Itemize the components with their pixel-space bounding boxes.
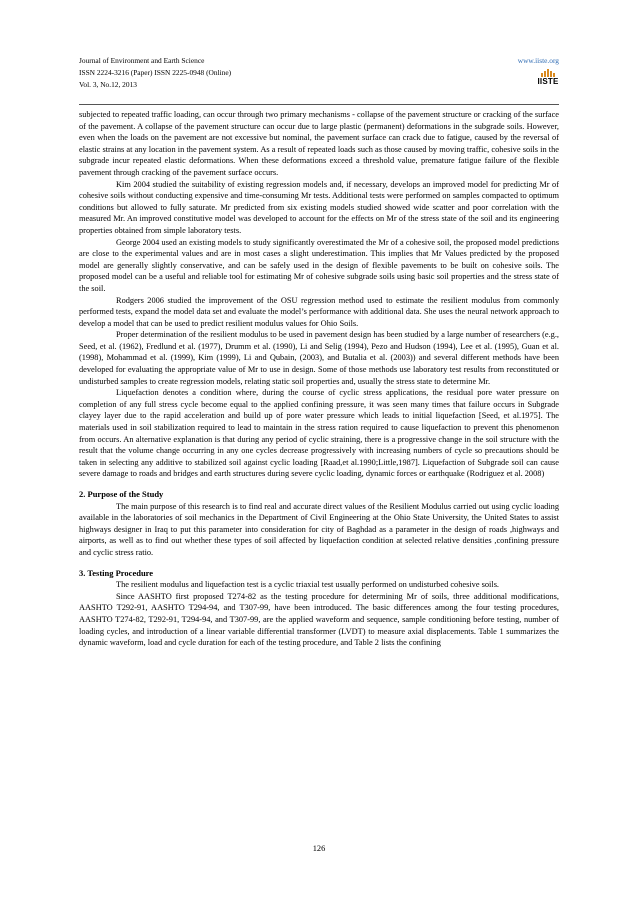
website-link[interactable]: www.iiste.org xyxy=(517,56,559,65)
page-number: 126 xyxy=(312,844,326,853)
journal-name: Journal of Environment and Earth Science xyxy=(79,56,205,65)
header-divider xyxy=(79,104,559,105)
paragraph: Kim 2004 studied the suitability of existing regression models and, if necessary, develops an improved model for predicting Mr of cohesive soils without conducting expensive and time-consuming Mr tests. Additional tests were performed on samples compacted to optimum conditions but allowed to fully saturate. Mr predicted from six existing models studied showed wide scatter and poor correlation with the measured Mr. An improved constitutive model was developed to account for the effects on Mr of the stress state of the soil and its engineering properties obtained from simple laboratory tests. xyxy=(79,179,559,235)
section-heading-testing: 3. Testing Procedure xyxy=(79,567,154,578)
iiste-logo xyxy=(537,69,559,86)
paragraph: The main purpose of this research is to find real and accurate direct values of the Resilient Modulus carried out using cyclic loading available in the laboratories of soil mechanics in the Department of Civil Engineering at the Ohio State University, the United States to assist highways designer in Iraq to put this parameter into consideration for city of Baghdad as a parameter in the design of roads ,highways and airports, as well as to find out whether these types of soil affected by liquefaction condition at selected relative densities ,confining pressure and cyclic stress ratio. xyxy=(79,501,559,557)
issn-line: ISSN 2224-3216 (Paper) ISSN 2225-0948 (Online) xyxy=(79,68,232,77)
logo-text: IISTE xyxy=(537,77,559,86)
volume-line: Vol. 3, No.12, 2013 xyxy=(79,80,137,89)
paragraph: The resilient modulus and liquefaction test is a cyclic triaxial test usually performed on undisturbed cohesive soils. xyxy=(116,580,500,590)
paragraph: Rodgers 2006 studied the improvement of the OSU regression method used to estimate the resilient modulus from commonly performed tests, expand the model data set and evaluate the model’s performance with additional data. She uses the neural network approach to develop a model that can be used to predict resilient modulus values for Ohio Soils. xyxy=(79,295,559,328)
paragraph: George 2004 used an existing models to study significantly overestimated the Mr of a cohesive soil, the proposed model predictions are close to the experimental values and are in most cases a slight underestimation. This implies that Mr Values predicted by the proposed model are generally slightly conservative, and can be safely used in the design of flexible pavements to be built on cohesive soils. The proposed model can be a useful and reliable tool for estimating Mr of cohesive subgrade soils using basic soil properties and the stress state of the soil. xyxy=(79,237,559,293)
paragraph: Proper determination of the resilient modulus to be used in pavement design has been studied by a large number of researchers (e.g., Seed, et al. (1962), Fredlund et al. (1977), Drumm et al. (1990), Li and Selig (1994), Pezo and Hudson (1994), Lee et al. (1995), Guan et al. (1998), Mohammad et al. (1999), Kim (1999), Li and Qubain, (2003), and Butalia et al. (2003)) and several different methods have been developed for evaluating the appropriate value of Mr to use in design. Some of those methods use laboratory test results from reconstituted or undisturbed samples to create regression models, relating static soil properties and, usually the stress state to determine Mr. xyxy=(79,330,559,386)
logo-bars-icon xyxy=(537,69,559,77)
paragraph: Liquefaction denotes a condition where, during the course of cyclic stress applications, the residual pore water pressure on completion of any full stress cycle become equal to the applied confining pressure, it was seen many times that failure occurs in Subgrade clayey layer due to the rapid acceleration and build up of pore water pressure which leads to initial liquefaction [Seed, et al.1975]. The materials used in soil stabilization required to lead to maintain in the stress ration required to cause liquefaction to prevent this phenomenon from occurs. An alternative explanation is that during any period of cyclic straining, there is a progressive change in the soil structure with the result that the volume change occurring in any one cycles decrease progressively with increasing numbers of cycle so precautions should be taken in selecting any additive to stabilized soil against cyclic loading [Raad,et al.1990;Little,1987]. Liquefaction of Subgrade soil can cause severe damage to roads and bridges and earth structures during severe cyclic loading, dynamic forces or earthquake (Rodriguez et al. 2008) xyxy=(79,388,559,479)
article-body xyxy=(79,109,559,649)
section-heading-purpose: 2. Purpose of the Study xyxy=(79,489,164,499)
page-header xyxy=(79,55,559,105)
paragraph: Since AASHTO first proposed T274-82 as the testing procedure for determining Mr of soils, three additional modifications, AASHTO T292-91, AASHTO T294-94, and T307-99, have been introduced. The basic differences among the four testing procedures, AASHTO T274-82, T292-91, T294-94, and T307-99, are the applied waveform and sequence, sample conditioning before testing, number of loading cycles, and introduction of a linear variable differential transformer (LVDT) to measure axial displacements. Table 1 summarizes the dynamic waveform, load and cycle duration for each of the testing procedure, and Table 2 lists the confining xyxy=(79,591,559,648)
paragraph: subjected to repeated traffic loading, can occur through two primary mechanisms - collapse of the pavement structure or cracking of the surface of the pavement. A collapse of the pavement structure can occur due to large plastic (permanent) deformations in the subgrade soils. However, even when the loads on the pavement are not excessive but nominal, the pavement surface can crack due to fatigue, caused by the reversal of elastic strains at any location in the pavement system. As a result of repeated loads such as those caused by moving traffic, cohesive soils in the subgrade incur repeated elastic deformations. When these deformations exceed a threshold value, premature fatigue failure of the flexible pavement through cracking of the pavement surface occurs. xyxy=(79,110,559,177)
